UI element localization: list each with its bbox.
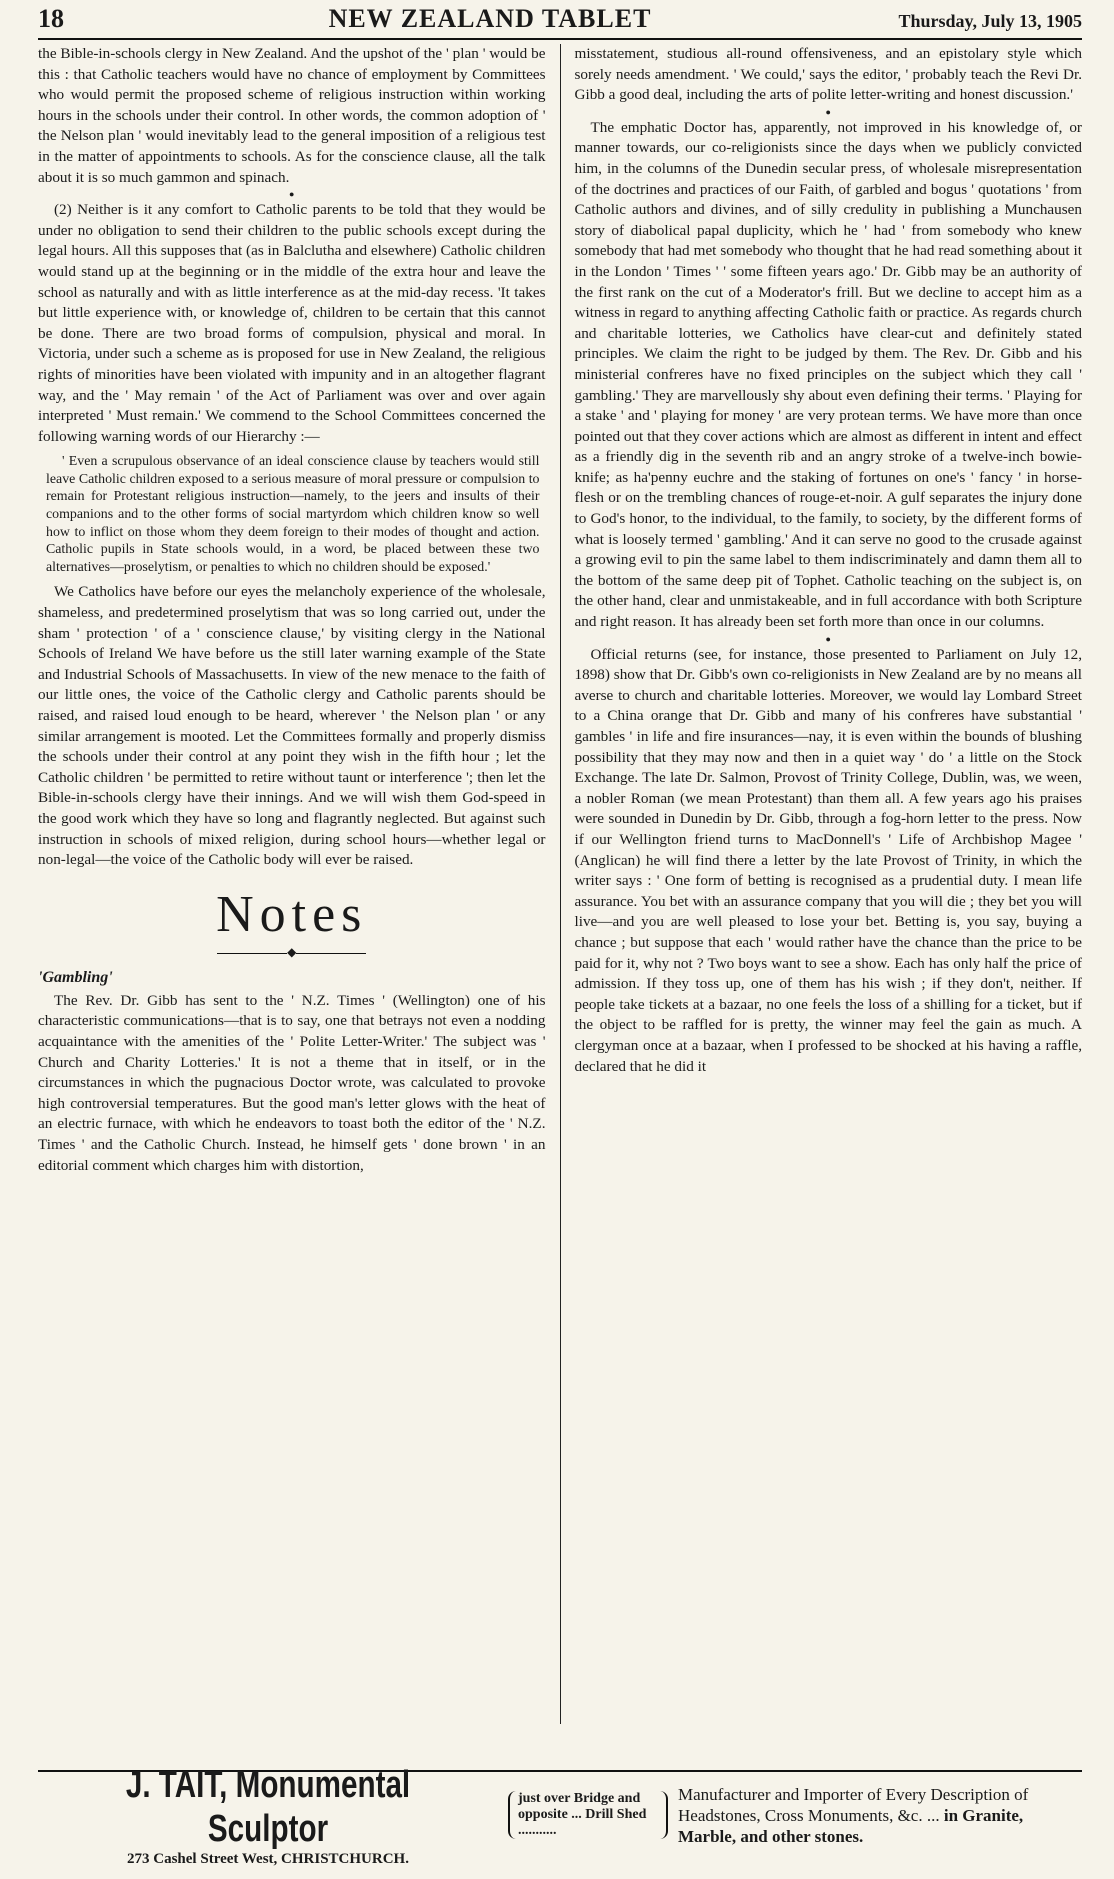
advertiser-block: [38, 1763, 498, 1868]
masthead: [38, 0, 1082, 40]
paragraph: The emphatic Doctor has, apparently, not improved in his knowledge of, or manner towards, our co-religionists since the days when we publicly convicted him, in the columns of the Dunedin secular press, of wholesale misrepresentation of the doctrines and practices of our Faith, of garbled and bogus ' quotations ' from Catholic authors and divines, and of silly credulity in publishing a Munchausen story of diabolical papal duplicity, which he ' had ' from somebody who knew somebody that had met somebody who thought that he had read something about it in the London ' Times ' ' some fifteen years ago.' Dr. Gibb may be an authority of the first rank on the cut of a Moderator's frill. But we decline to accept him as a witness in regard to anything affecting Catholic faith or practice. As regards church and charitable lotteries, we Catholics have clear-cut and definitely stated principles. We claim the right to be judged by them. The Rev. Dr. Gibb and his ministerial confreres have no fixed principles on the subject which they call ' gambling.' They are marvellously shy about even defining their terms. ' Playing for a stake ' and ' playing for money ' are very protean terms. We have more than once pointed out that they cover actions which are almost as different in intent and effect as a friendly dig in the seventh rib and an angry stroke of a twelve-inch bowie-knife; as ha'penny euchre and the staking of fortunes on one's ' fancy ' in horse-flesh or on the trembling chances of rouge-et-noir. A gulf separates the injury done to God's honor, to the individual, to the family, to society, by the different forms of what is loosely termed ' gambling.' And it can serve no good to the crusade against a growing evil to pin the same label to them indiscriminately and damn them all to the bottom of the same deep pit of Tophet. Catholic teaching on the subject is, on the other hand, clear and unmistakeable, and in full accordance with both Scripture and right reason. It has already been set forth more than once in our columns.: [574, 118, 1082, 631]
article-columns: [38, 44, 1082, 1724]
newspaper-title: NEW ZEALAND TABLET: [328, 4, 652, 33]
paragraph: The Rev. Dr. Gibb has sent to the ' N.Z. Times ' (Wellington) one of his characteristic communications—that is to say, one that betrays not even a nodding acquaintance with the amenities of the ' Polite Letter-Writer.' The subject was ' Church and Charity Lotteries.' It is not a theme that in itself, or in the circumstances in which the pugnacious Doctor wrote, was calculated to provoke high controversial temperatures. But the good man's letter glows with the heat of an electric furnace, with which he endeavors to toast both the editor of the ' N.Z. Times ' and the Catholic Church. Instead, he himself gets ' done brown ' in an editorial comment which charges him with distortion,: [38, 991, 546, 1174]
section-dot: ●: [825, 106, 831, 117]
description-materials: in Granite, Marble, and other stones.: [678, 1805, 1024, 1846]
paragraph: Official returns (see, for instance, those presented to Parliament on July 12, 1898) show that Dr. Gibb's own co-religionists in New Zealand are by no means all averse to church and charitable lotteries. Moreover, we would lay Lombard Street to a China orange that Dr. Gibb and many of his confreres have substantial ' gambles ' in life and fire insurances—nay, it is even within the bounds of blushing possibility that they may now and then in a quiet way ' do ' a little on the Stock Exchange. The late Dr. Salmon, Provost of Trinity College, Dublin, was, we ween, a nobler Roman (we mean Protestant) than them all. A few years ago his praises were sounded in Dunedin by Dr. Gibb, through a fog-horn letter to the press. Now if our Wellington friend turns to MacDonnell's ' Life of Archbishop Magee ' (Anglican) he will find there a letter by the late Provost of Trinity, in which the writer says : ' One form of betting is recognised as a prudential duty. I mean life assurance. You bet with an assurance company that you will die ; they bet you will live—and you are well pleased to lose your bet. Betting is, you say, buying a chance ; but suppose that each ' would rather have the chance than the price to be paid for it, why not ? Two boys want to see a show. Each has only half the price of admission. If they toss up, one of them has his wish ; if they don't, neither. If people take tickets at a bazaar, no one feels the loss of a shilling for a ticket, but if the object to be raffled for is pretty, the winner may feel the gain as much. A clergyman once at a bazaar, when I professed to be shocked at his having a raffle, declared that he did it: [574, 645, 1082, 1075]
page-number: 18: [38, 4, 64, 33]
issue-date: Thursday, July 13, 1905: [898, 11, 1082, 31]
location-note: just over Bridge and opposite ... Drill Shed ...........: [508, 1791, 668, 1839]
notes-heading: Notes: [216, 885, 368, 943]
paragraph: misstatement, studious all-round offensiveness, and an epistolary style which sorely needs amendment. ' We could,' says the editor, ' probably teach the Revi Dr. Gibb a good deal, including the arts of polite letter-writing and honest discussion.': [574, 45, 1082, 104]
notes-subheading: 'Gambling': [38, 968, 113, 986]
left-column: [38, 44, 560, 1724]
section-dot: ●: [825, 633, 831, 644]
paragraph: the Bible-in-schools clergy in New Zealand. And the upshot of the ' plan ' would be this : that Catholic teachers would have no chance of employment by Committees who would permit the proposed scheme of religious instruction within working hours in the schools under their control. In other words, the common adoption of ' the Nelson plan ' would inevitably lead to the general imposition of a religious test in the matter of appointments to schools. As for the conscience clause, all the talk about it is so much gammon and spinach.: [38, 45, 546, 186]
advertiser-description: [678, 1784, 1082, 1847]
right-column: [560, 44, 1083, 1724]
advertisement: [38, 1763, 1082, 1867]
paragraph: (2) Neither is it any comfort to Catholic parents to be told that they would be under no obligation to send their children to the public schools except during the legal hours. All this supposes that (as in Balclutha and elsewhere) Catholic children would stand up at the beginning or in the middle of the extra hour and leave the school as naturally and with as little interference as at the mid-day recess. 'It takes but little experience with, or knowledge of, children to be certain that this cannot be done. There are two broad forms of compulsion, physical and moral. In Victoria, under such a scheme as is proposed for use in New Zealand, the religious rights of minorities have been violated with impunity and in an altogether flagrant way, and the ' May remain ' of the Act of Parliament was over and over again interpreted ' Must remain.' We commend to the School Committees concerned the following warning words of our Hierarchy :—: [38, 201, 546, 445]
paragraph: We Catholics have before our eyes the melancholy experience of the wholesale, shameless, and predetermined proselytism that was so long carried out, under the sham ' protection ' of a ' conscience clause,' by visiting clergy in the National Schools of Ireland We have before us the still later warning example of the State and Industrial Schools of Massachusetts. In view of the new menace to the faith of our little ones, the voice of the Catholic clergy and Catholic parents should be raised, and raised loud enough to be heard, wherever ' the Nelson plan ' or any similar arrangement is mooted. Let the Committees formally and properly dismiss the schools under their control at any point they wish in the fifth hour ; let the Catholic children ' be permitted to retire without taunt or interference '; then let the Bible-in-schools clergy have their innings. And we will wish them God-speed in the good work which they have so long and flagrantly neglected. But against such instruction in schools of mixed religion, during school hours—whether legal or non-legal—the voice of the Catholic body will ever be raised.: [38, 583, 546, 869]
advertiser-address: 273 Cashel Street West, CHRISTCHURCH.: [127, 1850, 409, 1867]
hierarchy-quote: ' Even a scrupulous observance of an ideal conscience clause by teachers would still leave Catholic children exposed to a serious measure of moral pressure or compulsion to remain for Protestant religious instruction—namely, to the jeers and insults of their companions and to the other forms of social martyrdom which children know so well how to inflict on those whom they deem foreign to their modes of thought and action. Catholic pupils in State schools would, in a word, be placed between these two alternatives—proselytism, or penalties to which no children should be exposed.': [46, 454, 540, 575]
advertiser-name: J. TAIT, Monumental Sculptor: [125, 1763, 411, 1850]
description-text: Manufacturer and Importer of Every Description of Headstones, Cross Monuments, &c. ...: [678, 1784, 1029, 1825]
ornamental-rule: ◆: [38, 945, 546, 959]
section-dot: ●: [289, 189, 295, 200]
